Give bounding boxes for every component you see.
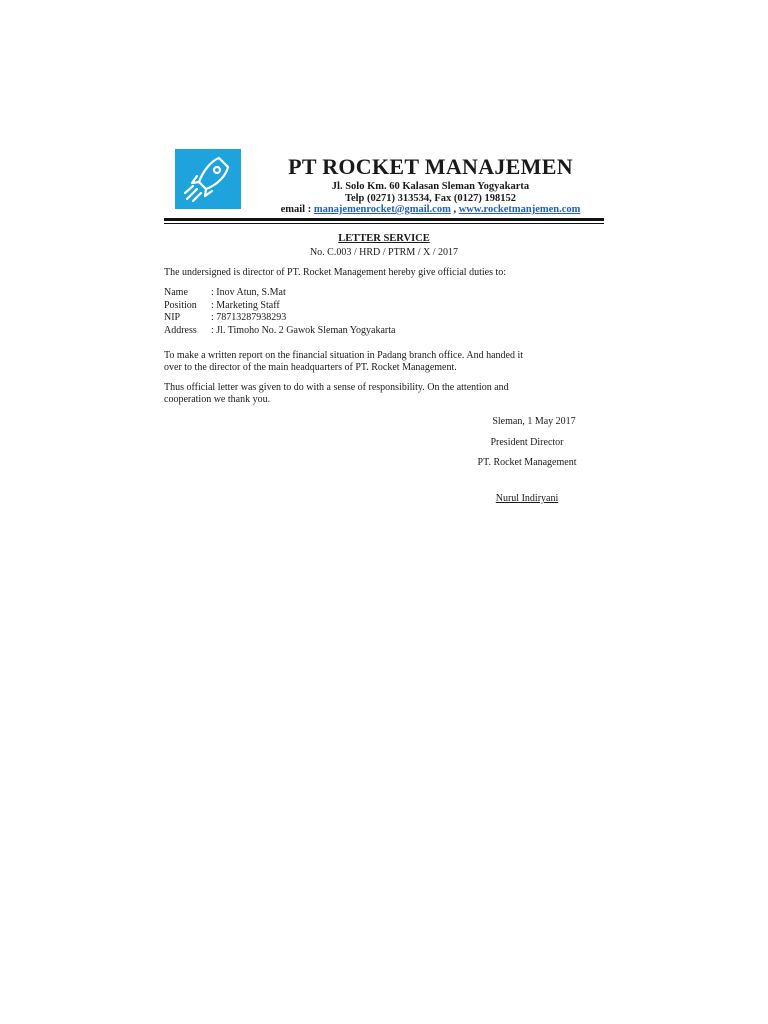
company-name: PT ROCKET MANAJEMEN [288,154,573,179]
field-row-nip [164,312,286,325]
letter-intro: The undersigned is director of PT. Rocket Management hereby give official duties to: [164,267,507,278]
field-label: Name [164,287,188,298]
letter-title: LETTER SERVICE [338,233,430,244]
field-label: Position [164,299,197,311]
company-address: Jl. Solo Km. 60 Kalasan Sleman Yogyakarta [331,181,530,192]
field-label: NIP [164,312,181,323]
field-value: : Inov Atun, S.Mat [211,287,286,298]
website-link[interactable]: www.rocketmanjemen.com [458,204,581,215]
contact-separator: , [450,204,459,215]
paragraph-closing-line-1: Thus official letter was given to do with a sense of responsibility. On the attention and [164,382,509,393]
letter-number: No. C.003 / HRD / PTRM / X / 2017 [309,247,459,258]
email-label: email : [280,204,314,215]
paragraph-closing-line-2: cooperation we thank you. [164,394,271,405]
signature-role: President Director [490,437,564,448]
signature-company: PT. Rocket Management [477,457,577,468]
field-label: Address [164,324,197,336]
field-row-position [164,300,280,313]
field-row-address [164,325,395,338]
paragraph-assignment-line-1: To make a written report on the financial situation in Padang branch office. And handed it [164,350,524,361]
field-value: : 78713287938293 [211,312,287,323]
field-value: : Marketing Staff [211,299,280,311]
letterhead-divider-thick [164,218,604,221]
company-phone-fax: Telp (0271) 313534, Fax (0127) 198152 [344,193,517,204]
paragraph-assignment-line-2: over to the director of the main headquarters of PT. Rocket Management. [164,362,457,373]
company-contact-line [258,204,603,215]
signatory-name: Nurul Indiryani [495,493,559,504]
field-value: : Jl. Timoho No. 2 Gawok Sleman Yogyakarta [211,324,396,336]
rocket-logo-icon [175,149,241,209]
letterhead-divider-thin [164,223,604,224]
signature-place-date: Sleman, 1 May 2017 [492,416,576,427]
field-row-name [164,287,286,300]
company-logo [175,149,241,209]
email-link[interactable]: manajemenrocket@gmail.com [313,204,451,215]
